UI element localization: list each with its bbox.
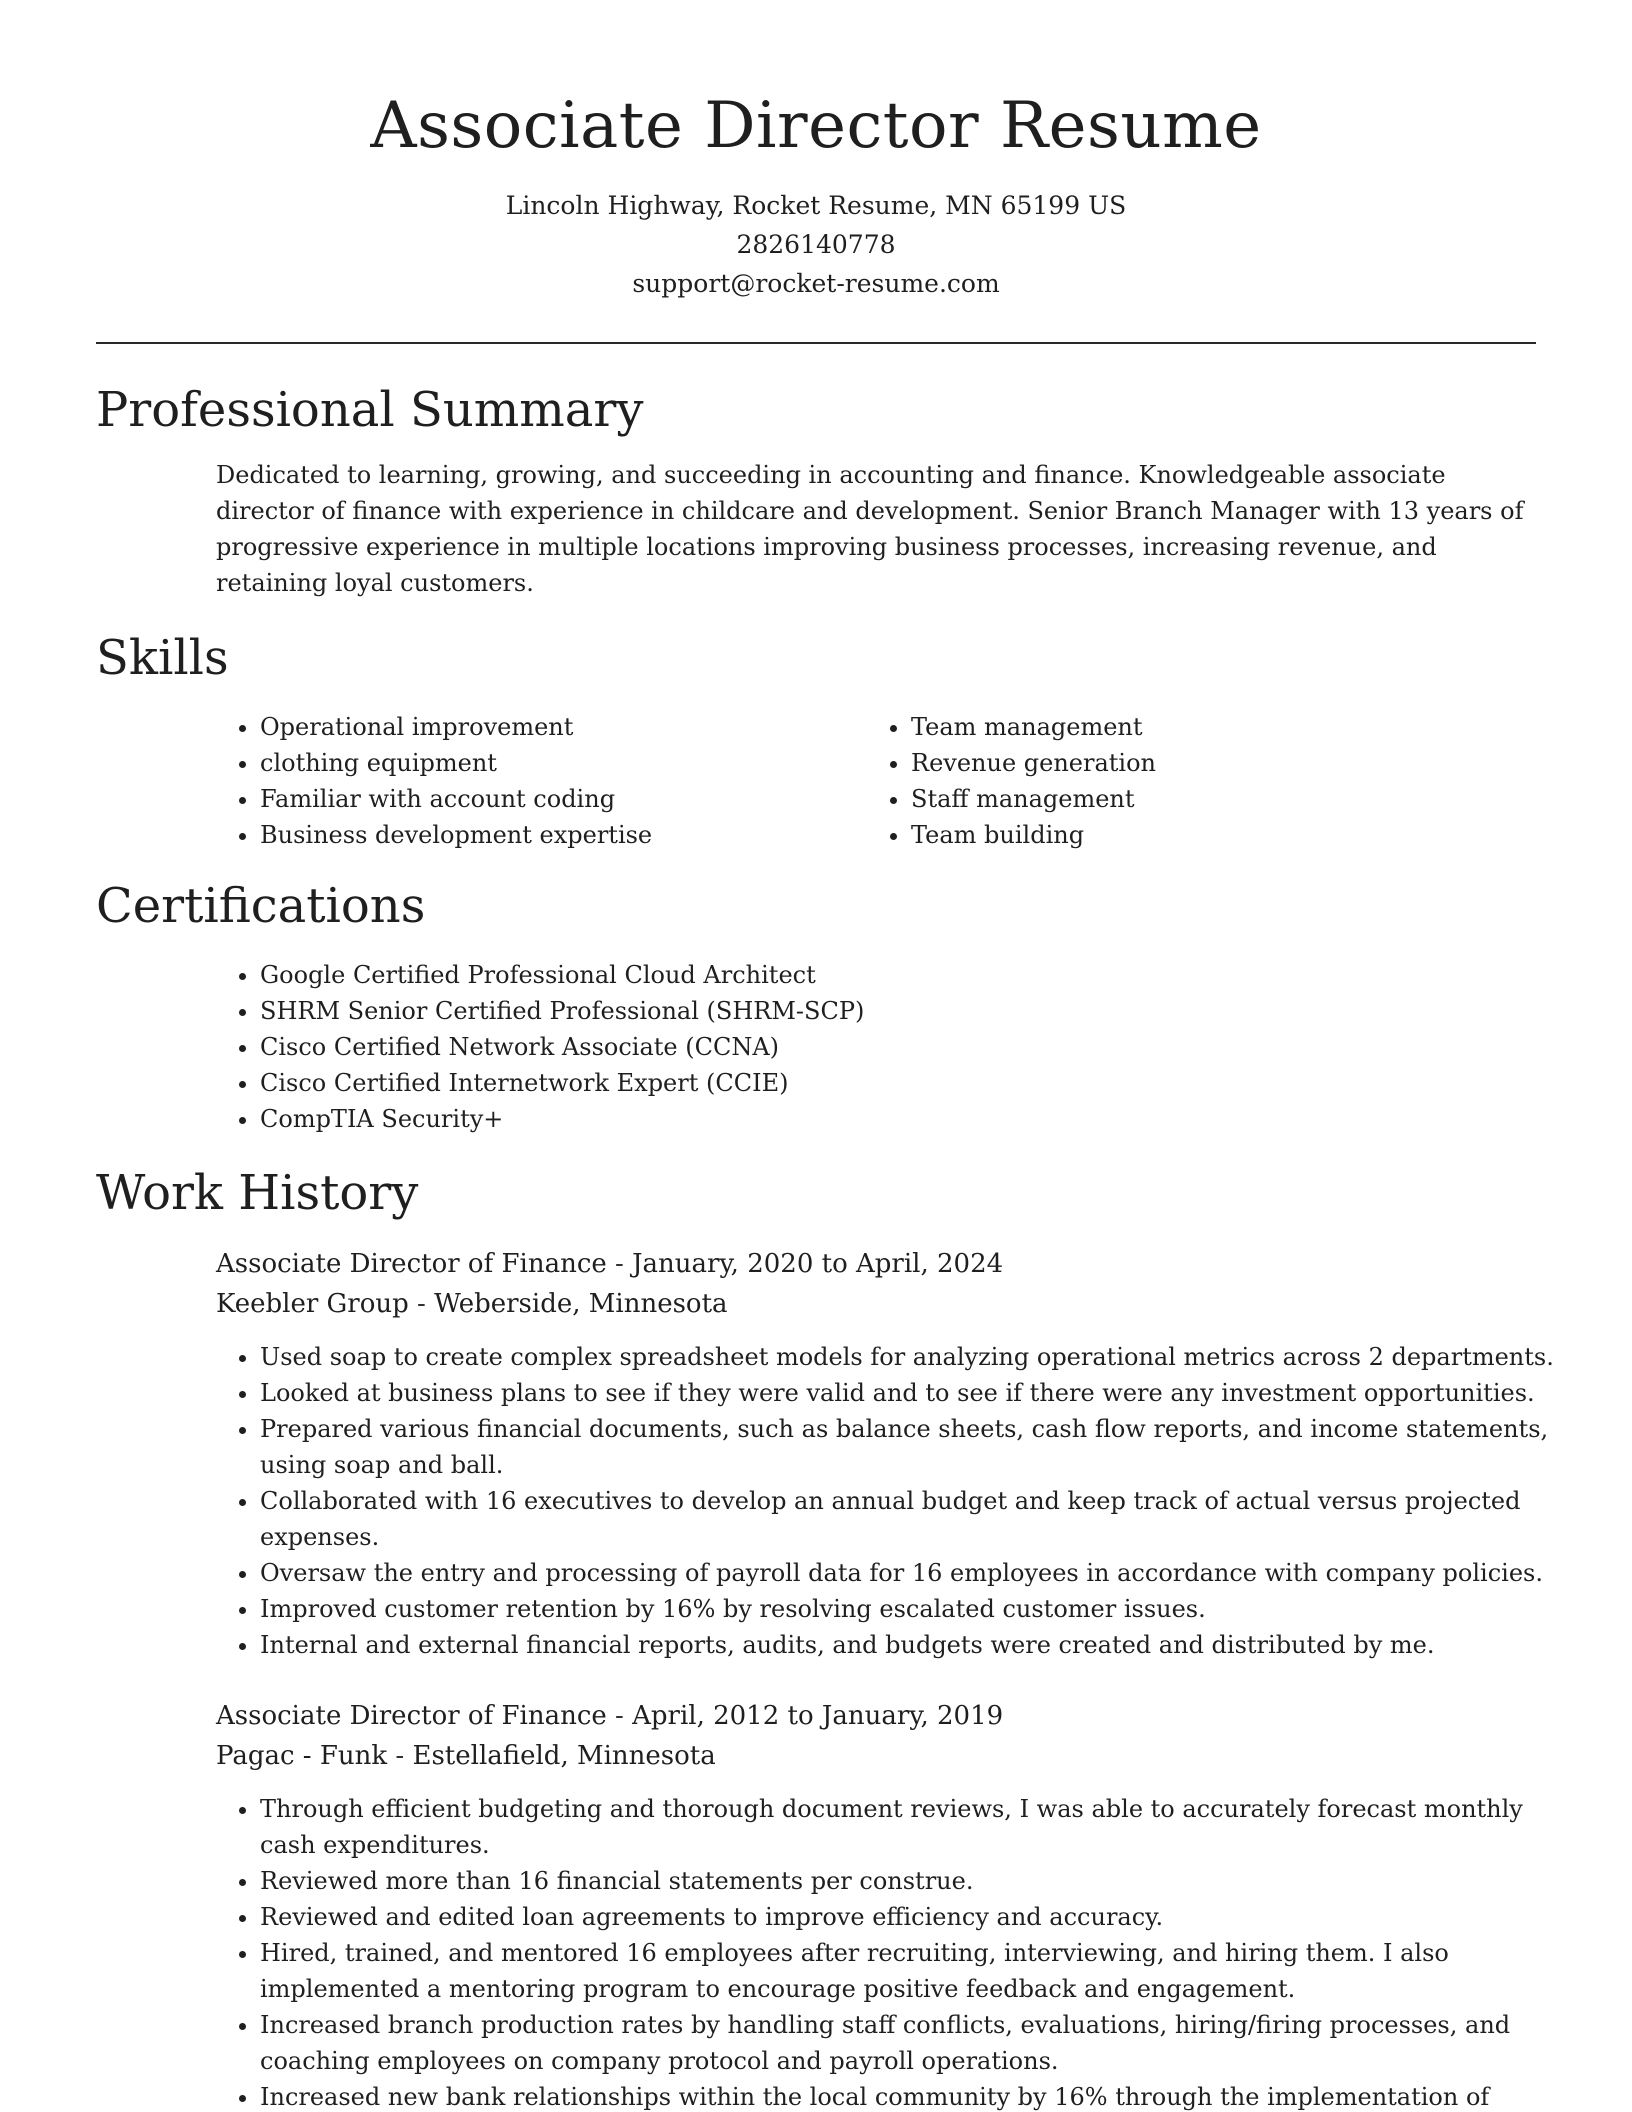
job-location: Estellafield, Minnesota	[412, 1741, 716, 1771]
job-bullet: • Improved customer retention by 16% by resolving escalated customer issues.	[260, 1591, 1580, 1627]
job-bullet: • Internal and external financial reports, audits, and budgets were created and distributed by me.	[260, 1627, 1580, 1663]
job-bullet: • Hired, trained, and mentored 16 employees after recruiting, interviewing, and hiring them. I also implemented a mentoring program to encourage positive feedback and engagement.	[260, 1935, 1580, 2007]
skill-item: • Operational improvement	[260, 709, 820, 745]
contact-phone: 2826140778	[736, 230, 896, 259]
certifications-list	[216, 957, 1460, 1137]
job-title-line: Associate Director of Finance - April, 2012 to January, 2019	[216, 1701, 1004, 1731]
skill-item: • clothing equipment	[260, 745, 820, 781]
certifications-heading: Certifications	[96, 878, 426, 934]
header-divider	[96, 342, 1536, 344]
skill-item: • Business development expertise	[260, 817, 820, 853]
skills-heading: Skills	[96, 630, 229, 686]
job-bullet: • Looked at business plans to see if they were valid and to see if there were any investment opportunities.	[260, 1375, 1580, 1411]
skills-list-right	[867, 709, 1471, 853]
job-company: Keebler Group	[216, 1289, 409, 1319]
job-company: Pagac - Funk	[216, 1741, 388, 1771]
summary-heading: Professional Summary	[96, 382, 644, 438]
certification-item: • SHRM Senior Certified Professional (SHRM-SCP)	[260, 993, 1460, 1029]
skill-item: • Revenue generation	[911, 745, 1471, 781]
contact-address: Lincoln Highway, Rocket Resume, MN 65199 US	[505, 191, 1127, 220]
job-title: Associate Director of Finance	[216, 1249, 607, 1279]
job-company-line: Keebler Group - Weberside, Minnesota	[216, 1289, 728, 1319]
job-bullet: • Increased new bank relationships within the local community by 16% through the implementation of	[260, 2079, 1580, 2112]
resume-header	[0, 0, 1632, 303]
job-bullet: • Increased branch production rates by handling staff conflicts, evaluations, hiring/firing processes, and coaching employees on company protocol and payroll operations.	[260, 2007, 1580, 2079]
job-bullet: • Reviewed and edited loan agreements to improve efficiency and accuracy.	[260, 1899, 1580, 1935]
job-dates: January, 2020 to April, 2024	[632, 1249, 1004, 1279]
skill-item: • Team building	[911, 817, 1471, 853]
job-bullet: • Reviewed more than 16 financial statements per construe.	[260, 1863, 1580, 1899]
job-bullet: • Oversaw the entry and processing of payroll data for 16 employees in accordance with company policies.	[260, 1555, 1580, 1591]
skill-item: • Staff management	[911, 781, 1471, 817]
contact-block	[0, 186, 1632, 303]
job-bullet: • Prepared various financial documents, such as balance sheets, cash flow reports, and income statements, using soap and ball.	[260, 1411, 1580, 1483]
contact-email: support@rocket-resume.com	[632, 269, 1000, 298]
certification-item: • CompTIA Security+	[260, 1101, 1460, 1137]
job-dates: April, 2012 to January, 2019	[632, 1701, 1004, 1731]
job-company-line: Pagac - Funk - Estellafield, Minnesota	[216, 1741, 716, 1771]
job-bullet: • Collaborated with 16 executives to develop an annual budget and keep track of actual versus projected expenses.	[260, 1483, 1580, 1555]
work-history-heading: Work History	[96, 1165, 419, 1221]
job-title: Associate Director of Finance	[216, 1701, 607, 1731]
job-title-line: Associate Director of Finance - January, 2020 to April, 2024	[216, 1249, 1004, 1279]
job-bullets	[216, 1791, 1580, 2112]
job-location: Weberside, Minnesota	[434, 1289, 728, 1319]
certification-item: • Cisco Certified Network Associate (CCNA)	[260, 1029, 1460, 1065]
job-bullet: • Through efficient budgeting and thorough document reviews, I was able to accurately forecast monthly cash expenditures.	[260, 1791, 1580, 1863]
skill-item: • Familiar with account coding	[260, 781, 820, 817]
summary-text: Dedicated to learning, growing, and succeeding in accounting and finance. Knowledgeable associate director of finance with experience in childcare and development. Senior Branch Manager with 13 years of progressive experience in multiple locations improving business processes, increasing revenue, and retaining loyal customers.	[216, 461, 1524, 597]
job-bullets	[216, 1339, 1580, 1663]
skill-item: • Team management	[911, 709, 1471, 745]
certification-item: • Cisco Certified Internetwork Expert (CCIE)	[260, 1065, 1460, 1101]
certification-item: • Google Certified Professional Cloud Architect	[260, 957, 1460, 993]
resume-title: Associate Director Resume	[370, 89, 1262, 163]
job-bullet: • Used soap to create complex spreadsheet models for analyzing operational metrics across 2 departments.	[260, 1339, 1580, 1375]
skills-list-left	[216, 709, 820, 853]
